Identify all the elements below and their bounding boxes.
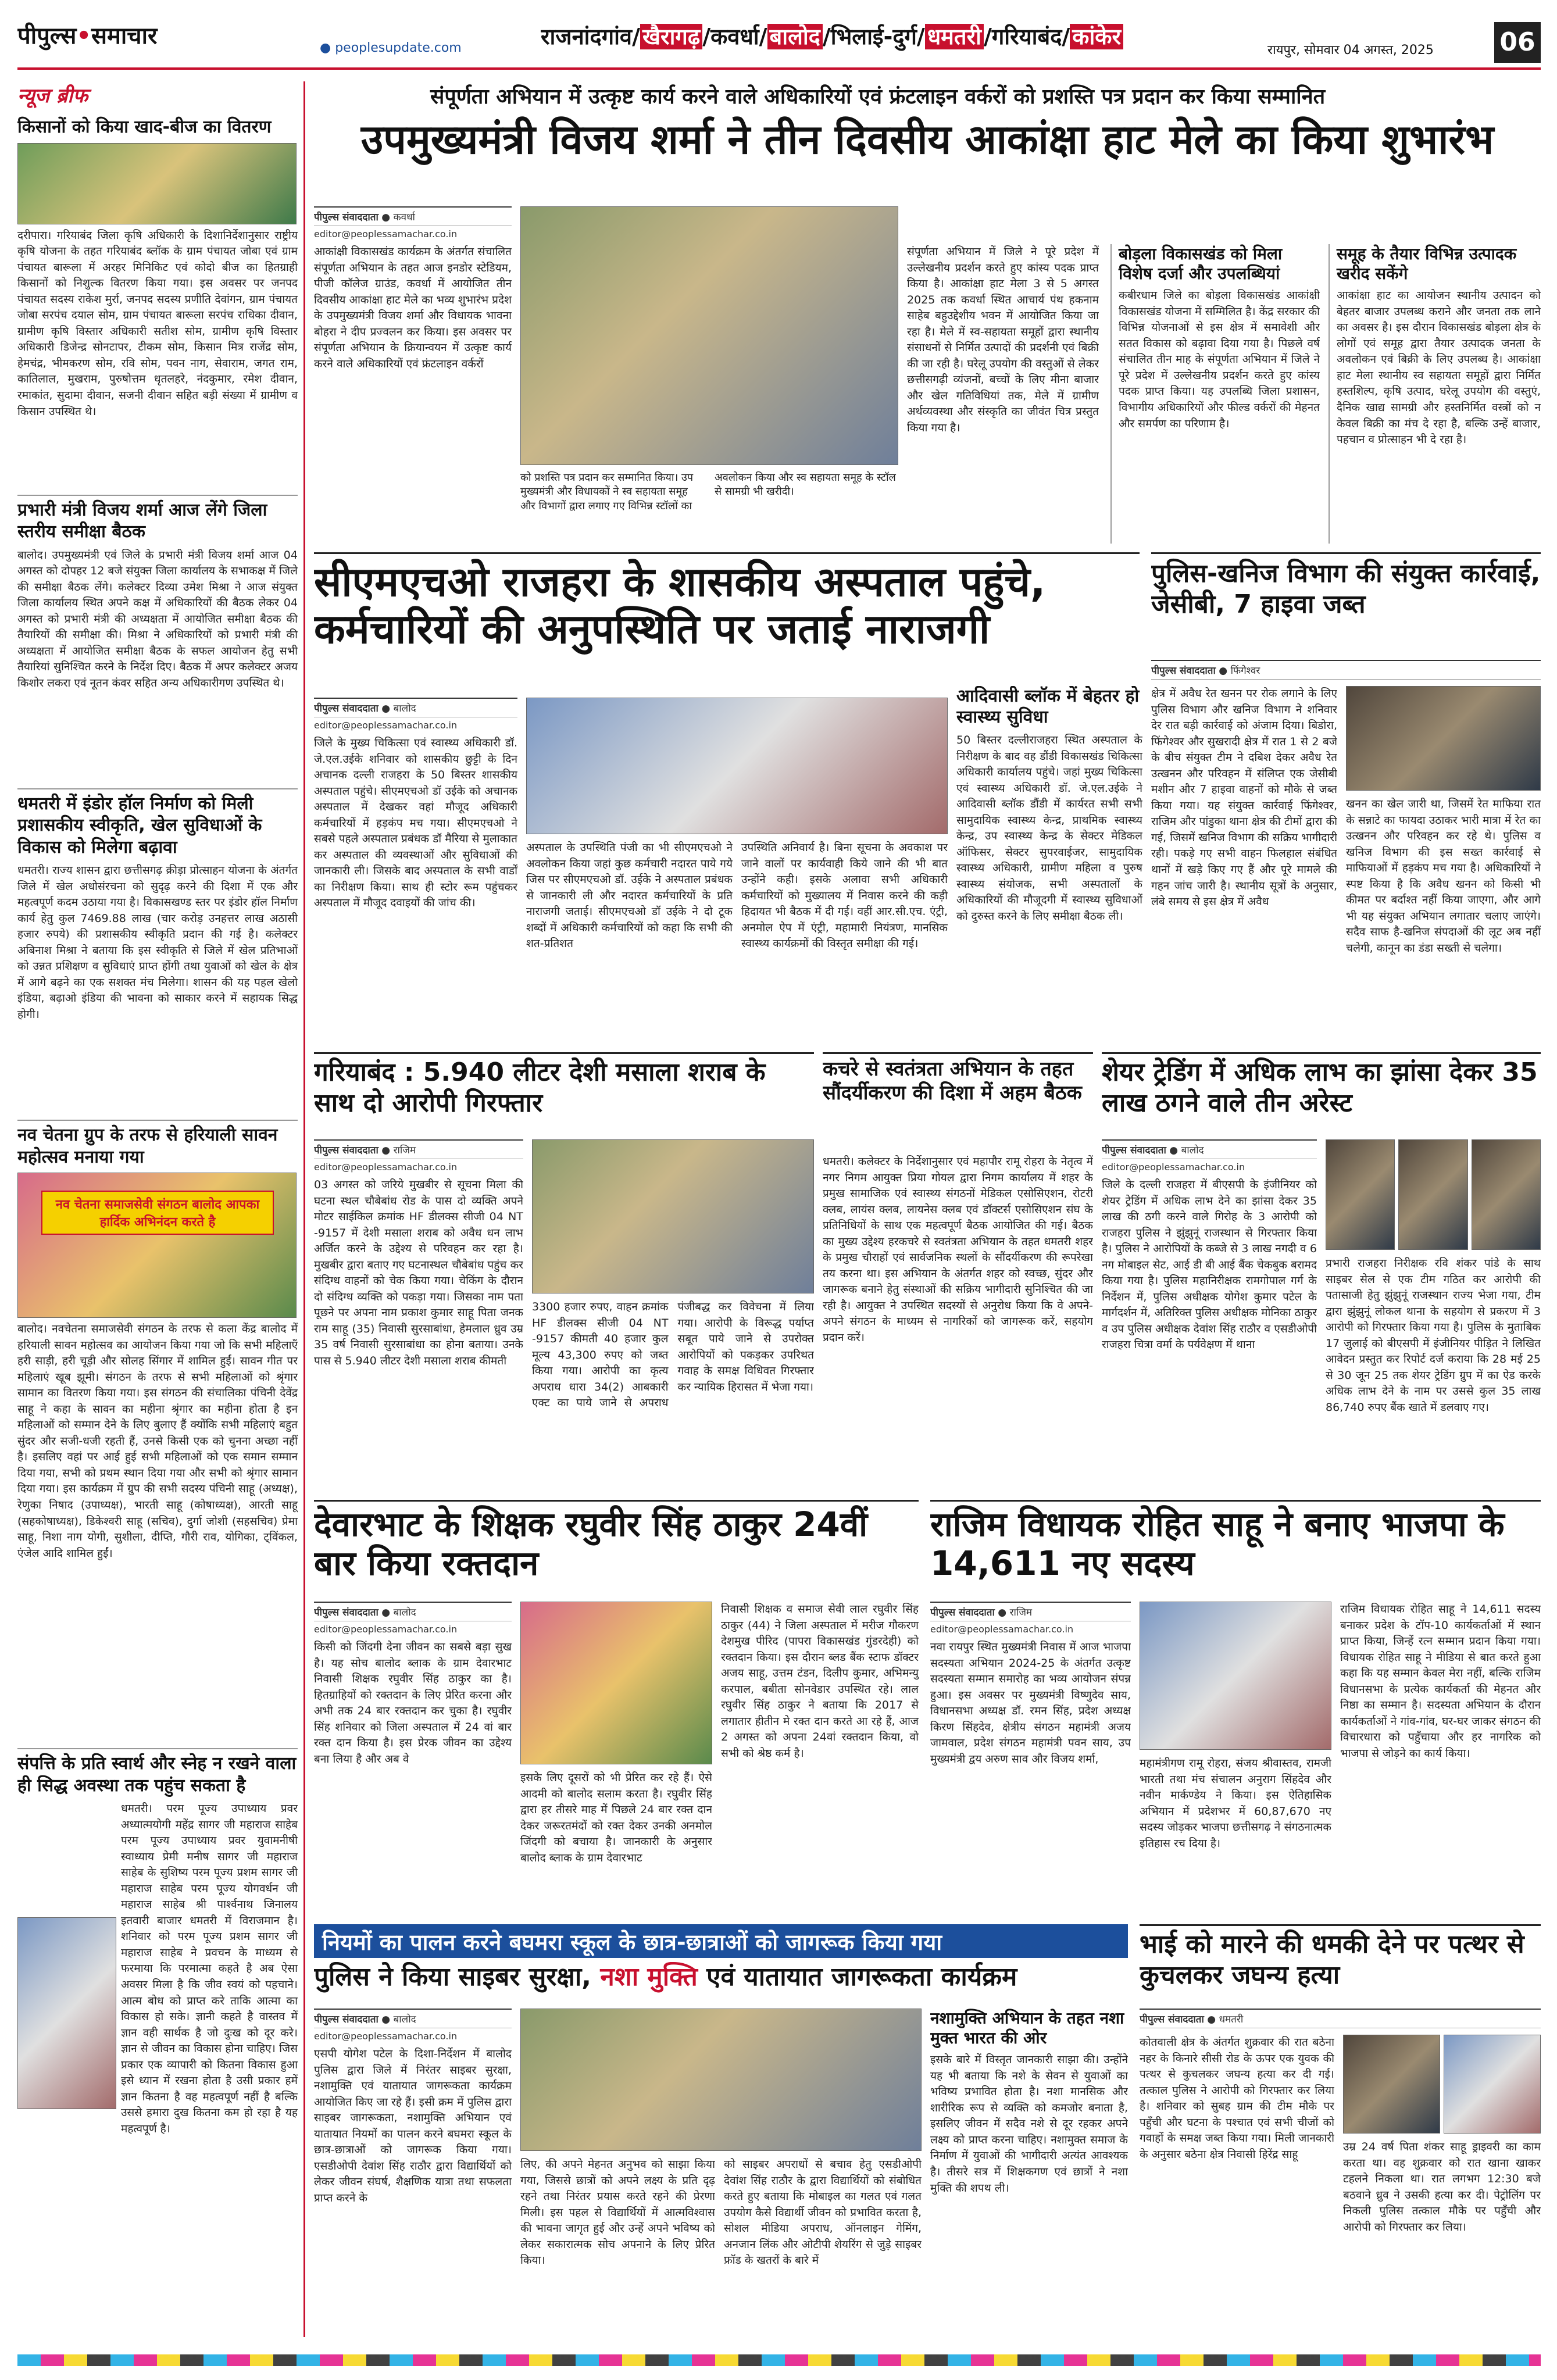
byline-email[interactable]: editor@peoplessamachar.co.in <box>314 1624 458 1635</box>
site-url[interactable]: ● peoplesupdate.com <box>320 41 462 55</box>
byline: पीपुल्स संवाददाता ● कवर्धा <box>314 206 512 226</box>
share-headline: शेयर ट्रेडिंग में अधिक लाभ का झांसा देकर 35 लाख ठगने वाले तीन अरेस्ट <box>1102 1052 1541 1134</box>
police-headline: पुलिस-खनिज विभाग की संयुक्त कार्रवाई, जेसीबी, 7 हाइवा जब्त <box>1151 552 1541 651</box>
rajim-body-3: राजिम विधायक रोहित साहू ने 14,611 सदस्य बनाकर प्रदेश के टॉप-10 कार्यकर्ताओं में स्थान प्राप्त किया, जिन्हें रत्न सम्मान प्रदान किया गया। विधायक रोहित साहू ने मीडिया से बात करते हुआ कहा कि यह सम्मान केवल मेरा नहीं, बल्कि राजिम विधानसभा के प्रत्येक कार्यकर्ता की मेहनत और निष्ठा का सम्मान है। सदस्यता अभियान के दौरान कार्यकर्ताओं ने गांव-गांव, घर-घर जाकर संगठन की विचारधारा को पहुँचाया और हर नागरिक को भाजपा से जोड़ने का कार्य किया। <box>1340 1603 1541 1760</box>
byline-name: पीपुल्स संवाददाता <box>1102 1145 1166 1156</box>
lead-caption: को प्रशस्ति पत्र प्रदान कर सम्मानित किया। उप मुख्यमंत्री और विधायकों ने स्व सहायता समूह और विभागों द्वारा लगाए गए विभिन्न स्टॉलों का अवलोकन किया और स्व सहायता समूह के स्टॉल से सामग्री भी खरीदी। <box>520 471 896 512</box>
newspaper-logo <box>17 19 209 65</box>
sidebar-title: न्यूज ब्रीफ <box>17 84 88 108</box>
byline-name: पीपुल्स संवाददाता <box>314 1607 378 1618</box>
byline-email[interactable]: editor@peoplessamachar.co.in <box>930 1624 1074 1635</box>
byline-place: बालोद <box>393 703 416 714</box>
police-body-2: खनन का खेल जारी था, जिसमें रेत माफिया रात के सन्नाटे का फायदा उठाकर भारी मात्रा में रेत का उत्खनन और परिवहन कर रहे थे। पुलिस व खनिज विभाग की इस सख्त कार्रवाई से माफियाओं में हड़कंप मच गया है। अधिकारियों ने स्पष्ट किया है कि अवैध खनन को किसी भी कीमत पर बर्दाश्त नहीं किया जाएगा, और आगे भी यह संयुक्त अभियान लगातार चलाए जाएंगे। सदैव साफ है-खनिज संपदाओं की लूट अब नहीं चलेगी, कानून का डंडा सख्ती से चलेगा। <box>1346 798 1541 955</box>
dewarbhat-body: किसी को जिंदगी देना जीवन का सबसे बड़ा सुख है। यह सोच बालोद ब्लाक के ग्राम देवारभाट निवासी शिक्षक रघुवीर सिंह ठाकुर का है। हितग्राहियों को रक्तदान के लिए प्रेरित करना और अभी तक 24 बार रक्तदान कर चुका है। रघुवीर सिंह शनिवार को जिला अस्पताल में 24 वां बार रक्त दान किया है। इस प्रेरक जीवन का उद्देश्य बना लिया है और अब वे <box>314 1641 512 1766</box>
accused-photo <box>1343 2035 1440 2134</box>
byline: पीपुल्स संवाददाता ● राजिम <box>314 1139 523 1159</box>
city-1: खैरागढ़ <box>640 24 702 49</box>
brief-body: दरीपारा। गरियाबंद जिला कृषि अधिकारी के दिशानिर्देशानुसार राष्ट्रीय कृषि योजना के तहत गरियाबंद ब्लॉक के ग्राम पंचायत जोबा एवं ग्राम पंचायत बारूला में अरहर मिनिकिट एवं कोदो बीज का हितग्राही किसानों को निशुल्क वितरण किया गया। इस अवसर पर जनपद पंचायत सदस्य राकेश मुर्रा, जनपद सदस्य प्रणीति देवांगन, ग्राम पंचायत जोबा सरपंच दयाल सोम, ग्राम पंचायत बारूला सरपंच राधिका दीवान, ग्रामीण कृषि विस्तार अधिकारी सतीश सोम, ग्रामीण कृषि विस्तार अधिकारी डिजेन्द्र सोनटापर, टीकम सोम, किसान मित्र राजेंद्र सोम, हेमचंद्र, भीमकरण सोम, रवि सोम, पवन नाग, सेवाराम, जगत राम, कातिलाल, मुखराम, पुरुषोत्तम धृतलहरे, नंदकुमार, रमेश दीवान, रमाकांत, सुदामा दीवान, सजनी दीवान सहित बड़ी संख्या में ग्रामीण व किसान उपस्थित थे। <box>17 228 298 418</box>
byline-email[interactable]: editor@peoplessamachar.co.in <box>314 720 458 731</box>
drug-free-box <box>930 2009 1128 2346</box>
officer-photo <box>1444 2035 1541 2134</box>
brief-headline: नव चेतना ग्रुप के तरफ से हरियाली सावन महोत्सव मनाया गया <box>17 1120 298 1168</box>
farmers-photo <box>17 143 297 224</box>
dewarbhat-body-3: निवासी शिक्षक व समाज सेवी लाल रघुवीर सिंह ठाकुर (44) ने जिला अस्पताल में मरीज गौकरण देशमुख पीरिद (पापरा विकासखंड गुंडरदेही) को रक्तदान किया। इस दौरान ब्लड बैंक स्टाफ डॉक्टर अजय साहू, उत्तम टंडन, दिलीप कुमार, अभिमन्यु करपाल, बबीता सोनवेडार उपस्थित रहे। लाल रघुवीर सिंह ठाकुर ने बताया कि 2017 से लगातार हीतीन मे रक्त दान करते आ रहे हैं, आज 2 अगस्त को अपना 24वां रक्तदान किया, वो सभी को श्रेष्ठ कर्म है। <box>721 1603 919 1760</box>
cyber-body-2: लिए, की अपने मेहनत अनुभव को साझा किया गया, जिससे छात्रों को अपने लक्ष्य के प्रति दृढ़ रहने तथा निरंतर प्रयास करते रहने की प्रेरणा मिली। इस पहल से विद्यार्थियों में आत्मविश्वास की भावना जागृत हुई और उन्हें अपने भविष्य को लेकर सकारात्मक सोच अपनाने के लिए प्रेरित किया। <box>520 2158 715 2267</box>
brief-body: धमतरी। परम पूज्य उपाध्याय प्रवर अध्यात्मयोगी महेंद्र सागर जी महाराज साहेब परम पूज्य उपाध्याय प्रवर युवामनीषी स्वाध्याय प्रेमी मनीष सागर जी महाराज साहेब के सुशिष्य परम पूज्य प्रशम सागर जी महाराज साहेब परम पूज्य योगवर्धन जी महाराज साहेब श्री पार्श्वनाथ जिनालय इतवारी बाजार धमतरी में विराजमान है। शनिवार को परम पूज्य प्रशम सागर जी महाराज साहेब ने प्रवचन के माध्यम से फरमाया कि परमात्मा कहते है अब ऐसा अवसर मिला है कि जीव स्वयं को पहचाने। आत्म बोध को प्राप्त करे ताकि आत्मा का विकास हो सके। ज्ञानी कहते है वास्तव में ज्ञान वही सार्थक है जो दुःख को दूर करे। ज्ञान से जीवन का विकास होना चाहिए। जिस प्रकार एक व्यापारी को कितना विकास हुआ इसे ध्यान में रखना होता है उसी प्रकार हमें ज्ञान कितना है वह महत्वपूर्ण नहीं है बल्कि उससे हमारा दुख कितना कम हो रहा है यह महत्वपूर्ण है। <box>121 1802 298 2135</box>
cyber-body: एसपी योगेश पटेल के दिशा-निर्देशन में बालोद पुलिस द्वारा जिले में निरंतर साइबर सुरक्षा, नशामुक्ति एवं यातायात जागरूकता कार्यक्रम आयोजित किए जा रहे हैं। इसी क्रम में पुलिस द्वारा साइबर जागरूकता, नशामुक्ति अभियान एवं यातायात नियमों का पालन करने बघमरा स्कूल के छात्र-छात्राओं को जागरूक किया गया। एसडीओपी देवांश सिंह राठौर द्वारा विद्यार्थियों को लेकर जीवन संघर्ष, शैक्षणिक यात्रा तथा सफलता प्राप्त करने के <box>314 2047 512 2204</box>
tribal-block-box <box>956 686 1142 1041</box>
products-box-head: समूह के तैयार विभिन्न उत्पादक खरीद सकेंगे <box>1337 244 1517 283</box>
byline-place: धमतरी <box>1219 2014 1244 2025</box>
brief-headline: प्रभारी मंत्री विजय शर्मा आज लेंगे जिला स्तरीय समीक्षा बैठक <box>17 495 298 543</box>
byline-name: पीपुल्स संवाददाता <box>1140 2014 1204 2025</box>
gariaband-headline: गरियाबंद : 5.940 लीटर देशी मसाला शराब के साथ दो आरोपी गिरफ्तार <box>314 1052 814 1134</box>
share-body-2: प्रभारी राजहरा निरीक्षक रवि शंकर पांडे के साथ साइबर सेल से एक टीम गठित कर आरोपी की पतासाजी हेतु झुंझुनूं राजस्थान राज्य भेजा गया, टीम द्वारा झुंझुनूं लोकल थाना के सहयोग से प्रकरण में 3 आरोपी को गिरफ्तार किया गया है। पुलिस के मुताबिक 17 जुलाई को बीएसपी में इंजीनियर पीड़ित ने लिखित आवेदन प्रस्तुत कर रिपोर्ट दर्ज कराया कि 28 मई 25 से 30 जून 25 तक शेयर ट्रेडिंग ग्रुप में का ऐड करके अधिक लाभ देने के नाम पर उससे कुल 35 लाख 86,740 रुपए बैंक खाते में डलवाए गए। <box>1326 1257 1541 1414</box>
cmho-body-2: अस्पताल के उपस्थिति पंजी का भी सीएमएचओ ने अवलोकन किया जहां कुछ कर्मचारी नदारत पाये गये जिस पर सीएमएचओ डॉ. उईके ने अस्पताल प्रबंधक से जानकारी ली और नदारत कर्मचारियों के प्रति नाराजगी जताई। सीएमएचओ डॉ उईके ने दो टूक शब्दों में अधिकारी कर्मचारियों को कहा कि सभी की शत-प्रतिशत <box>526 841 733 950</box>
cyber-banner: नियमों का पालन करने बघमरा स्कूल के छात्र-छात्राओं को जागरूक किया गया <box>314 1924 1128 1958</box>
gariaband-col-1 <box>314 1139 523 1488</box>
byline: पीपुल्स संवाददाता ● राजिम <box>930 1602 1131 1621</box>
byline-name: पीपुल्स संवाददाता <box>314 1145 378 1156</box>
festival-banner: नव चेतना समाजसेवी संगठन बालोद आपका हार्दिक अभिनंदन करते है <box>41 1191 274 1235</box>
drug-free-body: इसके बारे में विस्तृत जानकारी साझा की। उन्होंने यह भी बताया कि नशे के सेवन से युवाओं का भविष्य प्रभावित होता है। नशा मानसिक और शारीरिक रूप से व्यक्ति को कमजोर बनाता है, इसलिए जीवन में सदैव नशे से दूर रहकर अपने लक्ष्य को प्राप्त करना चाहिए। नशामुक्त समाज के निर्माण में युवाओं की भागीदारी अत्यंत आवश्यक है। तीसरे सत्र में शिक्षकगण एवं छात्रों ने नशा मुक्ति की शपथ ली। <box>930 2053 1128 2195</box>
cyber-body-3: को साइबर अपराधों से बचाव हेतु एसडीओपी देवांश सिंह राठौर के द्वारा विद्यार्थियों को संबोधित करते हुए बताया कि मोबाइल का गलत एवं गलत उपयोग कैसे विद्यार्थी जीवन को प्रभावित करता है, सोशल मीडिया अपराध, ऑनलाइन गेमिंग, अनजान लिंक और ओटीपी शेयरिंग से जुड़े साइबर फ्रॉड के खतरों के बारे में <box>724 2158 922 2267</box>
byline-name: पीपुल्स संवाददाता <box>1151 665 1216 677</box>
masthead <box>17 16 1541 70</box>
page-number: 06 <box>1494 22 1541 63</box>
murder-photos <box>1343 2035 1541 2134</box>
byline-name: पीपुल्स संवाददाता <box>314 212 378 223</box>
kachre-headline: कचरे से स्वतंत्रता अभियान के तहत सौंदर्यीकरण की दिशा में अहम बैठक <box>823 1052 1093 1148</box>
byline-place: कवर्धा <box>393 212 415 223</box>
cyber-col-1 <box>314 2009 512 2346</box>
accused-photo <box>1472 1139 1541 1250</box>
lead-kicker-text: संपूर्णता अभियान में उत्कृष्ट कार्य करने वाले अधिकारियों एवं फ्रंटलाइन वर्करों को प्रशस्ति पत्र प्रदान कर किया सम्मानित <box>430 85 1326 109</box>
rajim-headline: राजिम विधायक रोहित साहू ने बनाए भाजपा के 14,611 नए सदस्य <box>930 1500 1541 1599</box>
city-6: गरियाबंद <box>991 24 1062 49</box>
city-2: कवर्धा <box>710 24 759 49</box>
byline-place: फिंगेश्वर <box>1230 665 1260 677</box>
brief-body: धमतरी। राज्य शासन द्वारा छत्तीसगढ़ क्रीड़ा प्रोत्साहन योजना के अंतर्गत जिले में खेल अधोसंरचना को सुदृढ़ करने की दिशा में एक और महत्वपूर्ण कदम उठाया गया है। विकासखण्ड स्तर पर इंडोर हॉल निर्माण कार्य हेतु कुल 7469.88 लाख (चार करोड़ उनहत्तर लाख अठासी हजार रुपये) की प्रशासकीय स्वीकृति प्रदान की गई है। कलेक्टर अबिनाश मिश्रा ने बताया कि इस स्वीकृति से जिले में खेल प्रतिभाओं को उन्नत प्रशिक्षण व सुविधाएं प्राप्त होंगी तथा युवाओं को खेल के क्षेत्र में आगे बढ़ने का एक सशक्त मंच मिलेगा। शासन की यह पहल खेलो इंडिया, बढ़ाओ इंडिया की भावना को साकार करने में सहायक सिद्ध होगी। <box>17 864 298 1021</box>
cmho-body: जिले के मुख्य चिकित्सा एवं स्वास्थ्य अधिकारी डॉ. जे.एल.उईके शनिवार को शासकीय छुट्टी के दिन अचानक दल्ली राजहरा के 50 बिस्तर शासकीय अस्पताल पहुंचे। सीएमएचओ डॉ उईके को अचानक अस्पताल में देखकर वहां मौजूद अधिकारी कर्मचारियों में हड़कंप मच गया। सीएमएचओ ने सबसे पहले अस्पताल प्रबंधक डॉ मैरिया से मुलाकात कर अस्पताल की व्यवस्थाओं और सुविधाओं की जानकारी ली। जिसके बाद अस्पताल के सभी वार्डों का निरीक्षण किया। साथ ही स्टोर रूम पहुंचकर अस्पताल में मौजूद दवाइयों की जांच की। <box>314 737 517 910</box>
rajim-body-2: महामंत्रीगण रामू रोहरा, संजय श्रीवास्तव, रामजी भारती तथा मंच संचालन अनुराग सिंहदेव और नवीन मार्कण्डेय ने किया। इस ऐतिहासिक अभियान में प्रदेशभर में 60,87,670 नए सदस्य जोड़कर भाजपा छत्तीसगढ़ ने संगठनात्मक इतिहास रच दिया है। <box>1140 1757 1331 1850</box>
lead-headline: उपमुख्यमंत्री विजय शर्मा ने तीन दिवसीय आकांक्षा हाट मेले का किया शुभारंभ <box>360 116 1494 163</box>
murder-byline <box>1140 2009 1541 2032</box>
byline: पीपुल्स संवाददाता ● बालोद <box>314 2009 512 2028</box>
rajim-body: नवा रायपुर स्थित मुख्यमंत्री निवास में आज भाजपा सदस्यता अभियान 2024-25 के अंतर्गत उत्कृष्ट सदस्यता सम्मान समारोह का भव्य आयोजन संपन्न हुआ। इस अवसर पर मुख्यमंत्री विष्णुदेव साय, विधानसभा अध्यक्ष डॉ. रमन सिंह, प्रदेश अध्यक्ष किरण सिंहदेव, क्षेत्रीय संगठन महामंत्री अजय जामवाल, प्रदेश संगठन महामंत्री पवन साय, उप मुख्यमंत्री द्वय अरुण साव और विजय शर्मा, <box>930 1641 1131 1766</box>
bodla-box-body: कबीरधाम जिले का बोड़ला विकासखंड आकांक्षी विकासखंड योजना में सम्मिलित है। केंद्र सरकार की विभिन्न योजनाओं से इस क्षेत्र में समावेशी और सतत विकास को बढ़ावा दिया गया है। पिछले वर्ष संचालित तीन माह के संपूर्णता अभियान में जिले ने पूरे प्रदेश में उल्लेखनीय प्रदर्शन करते हुए कांस्य पदक प्राप्त किया। यह उपलब्धि जिला प्रशासन, विभागीय अधिकारियों और फील्ड वर्करों की मेहनत और समर्पण का परिणाम है। <box>1119 289 1320 430</box>
byline-place: बालोद <box>393 2014 416 2025</box>
byline-place: राजिम <box>393 1145 416 1156</box>
kachre-body: धमतरी। कलेक्टर के निर्देशानुसार एवं महापौर रामू रोहरा के नेतृत्व में नगर निगम आयुक्त प्रिया गोयल द्वारा निगम कार्यालय में शहर के प्रमुख सामाजिक एवं स्वास्थ्य संगठनों मेडिकल एसोसिएशन, रोटरी क्लब, लायंस क्लब, लायनेस क्लब एवं डॉक्टर्स एसोसिएशन संघ के प्रतिनिधियों के साथ एक महत्वपूर्ण बैठक आयोजित की गई। बैठक का मुख्य उद्देश्य हरकचरे से स्वतंत्रता अभियान के तहत धमतरी शहर के प्रमुख चौराहों एवं सार्वजनिक स्थलों के सौंदर्यीकरण की रूपरेखा तय करना था। इस अभियान के अंतर्गत शहर को स्वच्छ, सुंदर और जागरूक बनाने हेतु संस्थाओं की सक्रिय भागीदारी सुनिश्चित की जा रही है। आयुक्त ने उपस्थित सदस्यों से अनुरोध किया कि वे अपने-अपने संगठन के माध्यम से नागरिकों को जागरूक करें, सहयोग प्रदान करें। <box>823 1155 1093 1345</box>
cyber-headline-a: पुलिस ने किया साइबर सुरक्षा, <box>314 1962 592 1992</box>
logo-separator: • <box>76 22 91 49</box>
police-byline <box>1151 660 1541 683</box>
city-4: भिलाई-दुर्ग <box>830 24 917 49</box>
accused-photo <box>1398 1139 1467 1250</box>
brief-headline: संपत्ति के प्रति स्वार्थ और स्नेह न रखने वाला ही सिद्ध अवस्था तक पहुंच सकता है <box>17 1748 298 1796</box>
logo-right: समाचार <box>91 22 158 49</box>
cyber-headline <box>314 1962 1128 2003</box>
drug-free-head: नशामुक्ति अभियान के तहत नशा मुक्त भारत की ओर <box>930 2009 1124 2047</box>
tribal-block-head: आदिवासी ब्लॉक में बेहतर हो स्वास्थ्य सुविधा <box>956 686 1140 727</box>
brief-headline: धमतरी में इंडोर हॉल निर्माण को मिली प्रशासकीय स्वीकृति, खेल सुविधाओं के विकास को मिलेगा बढ़ावा <box>17 788 298 859</box>
byline: पीपुल्स संवाददाता ● बालोद <box>1102 1139 1317 1159</box>
site-url-text[interactable]: peoplesupdate.com <box>335 41 462 55</box>
city-5: धमतरी <box>925 24 984 49</box>
murder-body-2: उम्र 24 वर्ष पिता शंकर साहू ड्राइवरी का काम करता था। वह शुक्रवार को रात खाना खाकर टहलने निकला था। रात लगभग 12:30 बजे बठवाने ध्रुव ने उसकी हत्या कर दी। पेट्रोलिंग पर निकली पुलिस तत्काल मौके पर पहुँची और आरोपी को गिरफ्तार कर लिया। <box>1343 2140 1541 2234</box>
cmho-photo <box>526 698 948 834</box>
blood-donation-photo <box>520 1602 712 1764</box>
lead-kicker <box>314 81 1541 116</box>
cyber-headline-c: एवं यातायात जागरूकता कार्यक्रम <box>706 1962 1017 1992</box>
cmho-body-3: उपस्थिति अनिवार्य है। बिना सूचना के अवकाश पर जाने वालों पर कार्यवाही किये जाने की भी बात उन्होंने कही। इसके अलावा सभी अधिकारी कर्मचारियों को मुख्यालय में निवास करने की कड़ी हिदायत भी बैठक में दी गई। वहीं आर.सी.एच. एंट्री, अनमोल ऐप में एंट्री, महामारी नियंत्रण, मानसिक स्वास्थ्य कार्यक्रमों की विस्तृत समीक्षा की गई। <box>741 841 948 950</box>
bodla-box-head: बोड़ला विकासखंड को मिला विशेष दर्जा और उपलब्धियां <box>1119 244 1283 283</box>
byline-email[interactable]: editor@peoplessamachar.co.in <box>314 2031 458 2042</box>
products-box-body: आकांक्षा हाट का आयोजन स्थानीय उत्पादन को बेहतर बाजार उपलब्ध कराने और जनता तक लाने का अवसर है। इस दौरान विकासखंड बोड़ला क्षेत्र के लोगों एवं समूह द्वारा तैयार उत्पादक जनता के अवलोकन एवं बिक्री के लिए उपलब्ध है। आकांक्षा हाट मेला स्थानीय स्व सहायता समूहों द्वारा निर्मित हस्तशिल्प, कृषि उत्पाद, घरेलू उपयोग की वस्तुएं, दैनिक खाद्य सामग्री और हस्तनिर्मित वस्त्रों को न केवल बिक्री का मंच दे रहा है, बल्कि उन्हें बाजार, पहचान व प्रोत्साहन भी दे रहा है। <box>1337 289 1541 446</box>
byline-name: पीपुल्स संवाददाता <box>314 703 378 714</box>
dateline: रायपुर, सोमवार 04 अगस्त, 2025 <box>1267 43 1434 58</box>
tribal-block-body: 50 बिस्तर दल्लीराजहरा स्थित अस्पताल के निरीक्षण के बाद वह डौंडी विकासखंड चिकित्सा अधिकारी कार्यालय पहुंचे। जहां मुख्य चिकित्सा एवं स्वास्थ्य अधिकारी डॉ. जे.एल.उईके ने आदिवासी ब्लॉक डौंडी में कार्यरत सभी सभी सामुदायिक स्वास्थ्य केन्द्र, प्राथमिक स्वास्थ्य केन्द्र, उप स्वास्थ्य केन्द्र के सेक्टर मेडिकल ऑफिसर, सेक्टर सुपरवाईजर, सामुदायिक स्वास्थ्य अधिकारी, ग्रामीण महिला व पुरुष स्वास्थ्य संयोजक, सभी अस्पतालों के अधिकारियों की मौजूदगी में स्वास्थ्य सुविधाओं को दुरुस्त करने के लिए समीक्षा बैठक ली। <box>956 734 1142 923</box>
byline-place: राजिम <box>1009 1607 1033 1618</box>
seized-trucks-photo <box>1346 686 1541 791</box>
city-0: राजनांदगांव <box>541 24 633 49</box>
brief-body: बालोद। उपमुख्यमंत्री एवं जिले के प्रभारी मंत्री विजय शर्मा आज 04 अगस्त को दोपहर 12 बजे संयुक्त जिला कार्यालय के सभाकक्ष में जिले की समीक्षा बैठक लेंगे। कलेक्टर दिव्या उमेश मिश्रा ने आज संयुक्त जिला कार्यालय स्थित अपने कक्ष में अधिकारियों की बैठक लेकर 04 अगस्त को प्रभारी मंत्री की अध्यक्षता में आयोजित समीक्षा बैठक की तैयारियों की समीक्षा की। मिश्रा ने अधिकारियों को प्रभारी मंत्री की अध्यक्षता में आयोजित समीक्षा बैठक के सफल आयोजन हेतु सभी तैयारियां सुनिश्चित करने के निर्देश दिए। बैठक में अपर कलेक्टर अजय किशोर लकरा एवं नूतन कंवर सहित अन्य अधिकारीगण उपस्थित थे। <box>17 548 298 689</box>
accused-photos <box>1326 1139 1541 1250</box>
byline: पीपुल्स संवाददाता ● फिंगेश्वर <box>1151 660 1541 680</box>
byline-name: पीपुल्स संवाददाता <box>930 1607 995 1618</box>
byline-email[interactable]: editor@peoplessamachar.co.in <box>314 228 458 240</box>
news-brief-sidebar <box>17 81 305 2337</box>
accused-photo <box>1326 1139 1395 1250</box>
cmho-headline: सीएमएचओ राजहरा के शासकीय अस्पताल पहुंचे, कर्मचारियों की अनुपस्थिति पर जताई नाराजगी <box>314 552 1140 692</box>
byline-email[interactable]: editor@peoplessamachar.co.in <box>314 1162 458 1173</box>
city-strip: राजनांदगांव/ खैरागढ़ /कवर्धा/ बालोद /भिलाई-दुर्ग/ धमतरी /गरियाबंद/ कांकेर <box>541 21 1256 56</box>
logo-left: पीपुल्स <box>17 22 77 49</box>
lead-col-1 <box>314 206 512 544</box>
dewarbhat-headline: देवारभाट के शिक्षक रघुवीर सिंह ठाकुर 24वीं बार किया रक्तदान <box>314 1500 919 1599</box>
murder-body: कोतवाली क्षेत्र के अंतर्गत शुक्रवार की रात बठेना नहर के किनारे सीसी रोड के ऊपर एक युवक की पत्थर से कुचलकर जघन्य हत्या कर दी गई। तत्काल पुलिस ने आरोपी को गिरफ्तार कर लिया है। शनिवार को सुबह ग्राम की टीम मौके पर पहुँची और घटना के पश्चात एवं सभी चीजों को गवाहों के समक्ष जब्त किया गया। मिली जानकारी के अनुसार बठेना क्षेत्र निवासी हिरेंद्र साहू <box>1140 2036 1334 2161</box>
dewarbhat-body-2: इसके लिए दूसरों को भी प्रेरित कर रहे हैं। ऐसे आदमी को बालोद सलाम करता है। रघुवीर सिंह द्वारा हर तीसरे माह में पिछले 24 बार रक्त दान देकर जरूरतमंदों को रक्त देकर उनकी अनमोल जिंदगी को बचाया है। जानकारी के अनुसार बालोद ब्लाक के ग्राम देवारभाट <box>520 1771 712 1864</box>
monk-photo <box>17 1917 116 2109</box>
byline-place: बालोद <box>1181 1145 1204 1156</box>
dewarbhat-col-1 <box>314 1602 512 1916</box>
bjp-ceremony-photo <box>1140 1602 1331 1750</box>
products-box <box>1329 244 1541 544</box>
byline-name: पीपुल्स संवाददाता <box>314 2014 378 2025</box>
share-col-1 <box>1102 1139 1317 1488</box>
byline: पीपुल्स संवाददाता ● धमतरी <box>1140 2009 1541 2028</box>
brief-body: बालोद। नवचेतना समाजसेवी संगठन के तरफ से कला केंद्र बालोद में हरियाली सावन महोत्सव का आयोजन किया गया जो कि सभी महिलाएँ हरी साड़ी, हरी चूड़ी और सोलह सिंगार में शामिल हुईं। सावन गीत पर महिलाएं खूब झूमी। संगठन के तरफ से सभी महिलाओं को श्रृंगार सामान का वितरण किया गया। इस संगठन की संचालिका पंचिनी देवेंद्र साहू ने कहा के सावन का महीना श्रृंगार का महीना होता है इन महिलाओं को सम्मान देने के लिए बुलाए हैं क्योंकि सभी महिलाएं बहुत सुंदर और सजी-धजी रहती हैं, उनसे किसी एक को चुनना अच्छा नहीं है। इसलिए वहां पर आई हुई सभी महिलाओं को एक समान सम्मान दिया गया, सभी को प्रथम स्थान दिया गया और सभी को श्रृंगार सामान दिया गया। इस कार्यक्रम में ग्रुप की सभी सदस्य पंचिनी साहू (अध्यक्ष), रेणुका निषाद (उपाध्यक्ष), भारती साहू (कोषाध्यक्ष), आरती साहू (सहकोषाध्यक्ष), डिकेश्वरी साहू (सचिव), दुर्गा जोशी (सहसचिव) प्रेमा साहू, निशा नाग योगी, सुशीला, दीप्ति, गौरी राव, योगिका, ट्विंकल, एंजेल आदि शामिल हुईं। <box>17 1323 298 1560</box>
liquor-arrest-photo <box>532 1139 814 1293</box>
police-body: क्षेत्र में अवैध रेत खनन पर रोक लगाने के लिए पुलिस विभाग और खनिज विभाग ने शनिवार देर रात बड़ी कार्रवाई को अंजाम दिया। बिडोरा, फिंगेश्वर और सुखरादी क्षेत्र में रात 1 से 2 बजे के बीच संयुक्त टीम ने दबिश देकर अवैध रेत उत्खनन और परिवहन में संलिप्त एक जेसीबी मशीन और 7 हाइवा वाहनों को मौके से जब्त किया गया। यह संयुक्त कार्रवाई फिंगेश्वर, राजिम और पांडुका थाना क्षेत्र की टीमों द्वारा की गई, जिसमें खनिज विभाग की सक्रिय भागीदारी रही। पकड़े गए सभी वाहन फिलहाल संबंधित थानों में खड़े किए गए हैं और पूरे मामले की गहन जांच जारी है। स्थानीय सूत्रों के अनुसार, लंबे समय से इस क्षेत्र में अवैध <box>1151 687 1337 909</box>
cmho-col-1 <box>314 698 517 1041</box>
lead-body-2: संपूर्णता अभियान में जिले ने पूरे प्रदेश में उल्लेखनीय प्रदर्शन करते हुए कांस्य पदक प्राप्त किया है। आकांक्षा हाट मेला 3 से 5 अगस्त 2025 तक कवर्धा स्थित आचार्य पंथ हकनाम साहेब बहुउद्देशीय भवन में आयोजित किया जा रहा है। मेले में स्व-सहायता समूहों द्वारा स्थानीय संसाधनों से निर्मित उत्पादों की प्रदर्शनी एवं बिक्री की जा रही है। घरेलू उपयोग की वस्तुओं से लेकर छत्तीसगढ़ी व्यंजनों, बच्चों के लिए मीना बाजार और खेल गतिविधियां तक, मेले में ग्रामीण अर्थव्यवस्था और संस्कृति का जीवंत चित्र प्रस्तुत किया गया है। <box>907 245 1099 435</box>
share-body: जिले के दल्ली राजहरा में बीएसपी के इंजीनियर को शेयर ट्रेडिंग में अधिक लाभ देने का झांसा देकर 35 लाख की ठगी करने वाले गिरोह के 3 आरोपी को राजहरा पुलिस ने झुंझुनूं राजस्थान से गिरफ्तार किया है। पुलिस ने आरोपियों के कब्जे से 3 लाख नगदी व 6 नग मोबाइल सेट, आई डी बी आई बैंक चेकबुक बरामद किया गया है। पुलिस महानिरीक्षक रामगोपाल गर्ग के निर्देशन में, पुलिस अधीक्षक योगेश कुमार पटेल के मार्गदर्शन में, अतिरिक्त पुलिस अधीक्षक मोनिका ठाकुर व उप पुलिस अधीक्षक देवांश सिंह राठौर व एसडीओपी राजहरा चित्रा वर्मा के पर्यवेक्षण में थाना <box>1102 1178 1317 1352</box>
sawan-festival-photo <box>17 1173 297 1318</box>
print-color-bar <box>17 2354 1541 2366</box>
byline: पीपुल्स संवाददाता ● बालोद <box>314 1602 512 1621</box>
gariaband-body: 03 अगस्त को जरिये मुखबीर से सूचना मिला की घटना स्थल चौबेबांध रोड के पास दो व्यक्ति अपने मोटर साईकिल क्रमांक HF डीलक्स सीजी 04 NT -9157 में देशी मसाला शराब को अवैध धन लाभ अर्जित करने के उद्देश्य से परिवहन कर रहा है। मुखबीर द्वारा बताए गए घटनास्थल चौबेबांध पहुंच कर संदिग्ध वाहनों को चेक किया गया। चेकिंग के दौरान दो संदिग्ध व्यक्ति को पकड़ा गया। जिसका नाम पता पूछने पर अपना नाम प्रकाश कुमार साहू पिता जनक राम साहू (35) निवासी सुरसाबांधा, हेमलाल ध्रुव उम्र 35 वर्ष निवासी सुरसाबांधा का होना बताया। उनके पास से 5.940 लीटर देशी मसाला शराब कीमती <box>314 1178 523 1368</box>
byline-place: बालोद <box>393 1607 416 1618</box>
school-awareness-photo <box>520 2009 922 2151</box>
city-3: बालोद <box>767 24 823 49</box>
gariaband-body-2: 3300 हजार रुपए, वाहन क्रमांक HF डीलक्स सीजी 04 NT -9157 कीमती 40 हजार कुल मूल्य 43,300 रुपए को जब्त किया गया। आरोपी का कृत्य अपराध धारा 34(2) आबकारी एक्ट का पाये जाने से अपराध पंजीबद्ध कर विवेचना में लिया गया। आरोपी के विरूद्ध पर्याप्त सबूत पाये जाने से उपरोक्त आरोपियों को पकड़कर उपरिथत गवाह के समक्ष विधिवत गिरफ्तार कर न्यायिक हिरासत में भेजा गया। <box>532 1300 814 1410</box>
lead-photo <box>520 206 898 465</box>
bodla-box <box>1110 244 1320 544</box>
murder-headline: भाई को मारने की धमकी देने पर पत्थर से कुचलकर जघन्य हत्या <box>1140 1924 1541 2006</box>
byline-email[interactable]: editor@peoplessamachar.co.in <box>1102 1162 1245 1173</box>
byline: पीपुल्स संवाददाता ● बालोद <box>314 698 517 717</box>
brief-headline: किसानों को किया खाद-बीज का वितरण <box>17 117 272 137</box>
city-7: कांकेर <box>1070 24 1123 49</box>
rajim-col-1 <box>930 1602 1131 1916</box>
cyber-headline-b: नशा मुक्ति <box>600 1962 698 1992</box>
lead-body: आकांक्षी विकासखंड कार्यक्रम के अंतर्गत संचालित संपूर्णता अभियान के तहत आज इनडोर स्टेडियम, पीजी कॉलेज ग्राउंड, कवर्धा में आयोजित तीन दिवसीय आकांक्षा हाट मेले का भव्य शुभारंभ प्रदेश के उपमुख्यमंत्री विजय शर्मा और विधायक भावना बोहरा ने दीप प्रज्वलन कर किया। इस अवसर पर संपूर्णता अभियान के क्रियान्वयन में उत्कृष्ट कार्य करने वाले अधिकारियों एवं फ्रंटलाइन वर्करों <box>314 245 512 370</box>
